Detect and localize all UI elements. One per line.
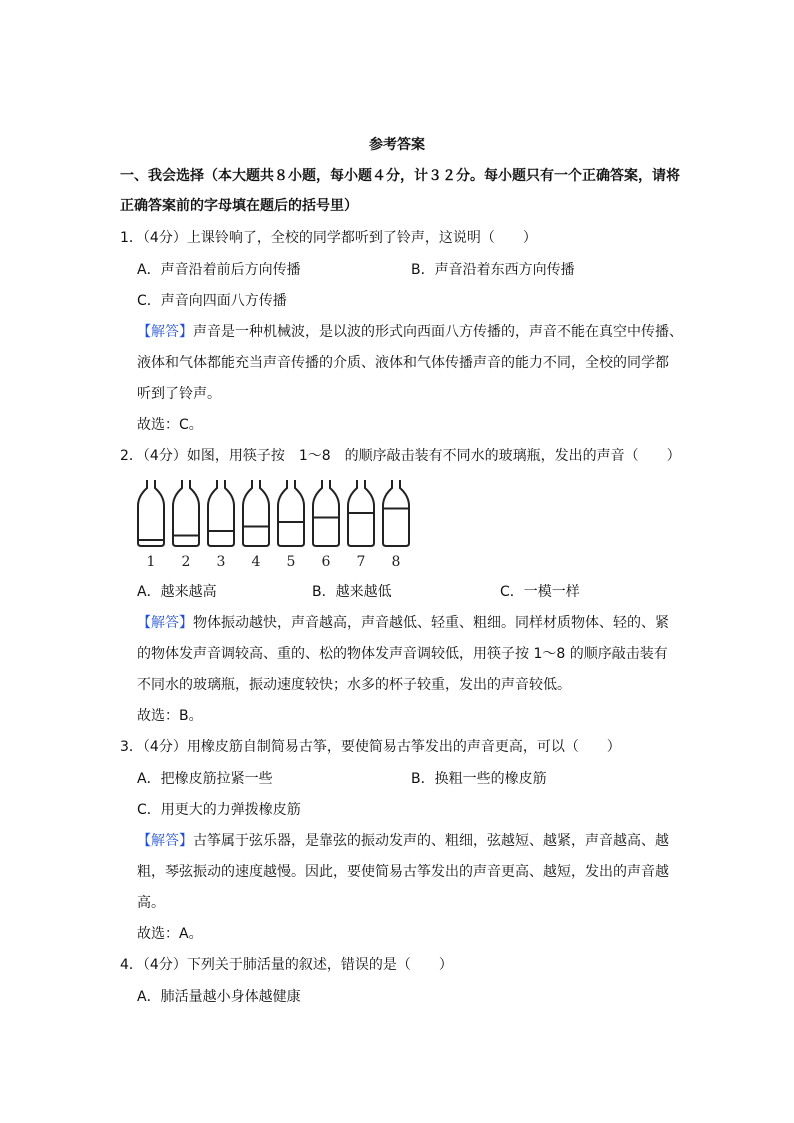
bottle-8	[383, 480, 409, 546]
bottle-label-2: 2	[181, 554, 191, 570]
q2-stem: 2．（4分）如图，用筷子按 1～8 的顺序敲击装有不同水的玻璃瓶，发出的声音（ ）	[120, 448, 681, 464]
q1-option-c: C．声音向四面八方传播	[137, 293, 287, 309]
q1-option-b: B．声音沿着东西方向传播	[411, 262, 575, 278]
bottle-label-7: 7	[356, 554, 366, 570]
q1-choice: 故选：C。	[137, 417, 203, 433]
bottle-label-8: 8	[391, 554, 401, 570]
answer-tag: 【解答】	[137, 615, 193, 631]
q2-option-b: B．越来越低	[312, 584, 392, 600]
q4-stem: 4．（4分）下列关于肺活量的叙述，错误的是（ ）	[120, 957, 453, 973]
q1-stem: 1．（4分）上课铃响了，全校的同学都听到了铃声，这说明（ ）	[120, 230, 537, 246]
q4-option-a: A．肺活量越小身体越健康	[137, 989, 301, 1005]
bottle-4	[243, 480, 269, 546]
q2-option-c: C．一模一样	[500, 584, 580, 600]
section-heading-line1: 一、我会选择（本大题共８小题，每小题４分，计３２分。每小题只有一个正确答案，请将	[120, 168, 680, 184]
bottle-label-4: 4	[251, 554, 261, 570]
q3-answer-line1: 【解答】古筝属于弦乐器，是靠弦的振动发声的、粗细，弦越短、越紧，声音越高、越	[137, 833, 669, 849]
q3-answer-line3: 高。	[137, 895, 165, 911]
section-heading-line2: 正确答案前的字母填在题后的括号里）	[120, 198, 358, 214]
q1-answer-line2: 液体和气体都能充当声音传播的介质、液体和气体传播声音的能力不同，全校的同学都	[137, 355, 669, 371]
q1-answer-line3: 听到了铃声。	[137, 386, 221, 402]
q3-option-c: C．用更大的力弹拨橡皮筋	[137, 802, 301, 818]
q2-answer-line2: 的物体发声音调较高、重的、松的物体发声音调较低，用筷子按 1～8 的顺序敲击装有	[137, 646, 668, 662]
q1-option-a: A．声音沿着前后方向传播	[137, 262, 301, 278]
q3-option-a: A．把橡皮筋拉紧一些	[137, 771, 273, 787]
bottle-label-5: 5	[286, 554, 296, 570]
bottle-label-3: 3	[216, 554, 226, 570]
q2-choice: 故选：B。	[137, 708, 203, 724]
bottle-3	[208, 480, 234, 546]
page-title: 参考答案	[369, 137, 425, 153]
bottle-label-6: 6	[321, 554, 331, 570]
bottle-5	[278, 480, 304, 546]
q1-answer-line1: 【解答】声音是一种机械波，是以波的形式向西面八方传播的，声音不能在真空中传播、	[137, 324, 683, 340]
bottle-label-1: 1	[146, 554, 156, 570]
answer-tag: 【解答】	[137, 833, 193, 849]
bottle-6	[313, 480, 339, 546]
bottles-figure	[134, 478, 424, 570]
bottle-1	[138, 480, 164, 546]
q2-answer-line3: 不同水的玻璃瓶，振动速度较快；水多的杯子较重，发出的声音较低。	[137, 677, 571, 693]
q2-option-a: A．越来越高	[137, 584, 217, 600]
answer-tag: 【解答】	[137, 324, 193, 340]
q2-answer-line1: 【解答】物体振动越快，声音越高，声音越低、轻重、粗细。同样材质物体、轻的、紧	[137, 615, 669, 631]
q3-answer-line2: 粗，琴弦振动的速度越慢。因此，要使简易古筝发出的声音更高、越短，发出的声音越	[137, 864, 669, 880]
q3-stem: 3．（4分）用橡皮筋自制简易古筝，要使简易古筝发出的声音更高，可以（ ）	[120, 739, 621, 755]
q3-choice: 故选：A。	[137, 926, 203, 942]
q3-option-b: B．换粗一些的橡皮筋	[411, 771, 547, 787]
